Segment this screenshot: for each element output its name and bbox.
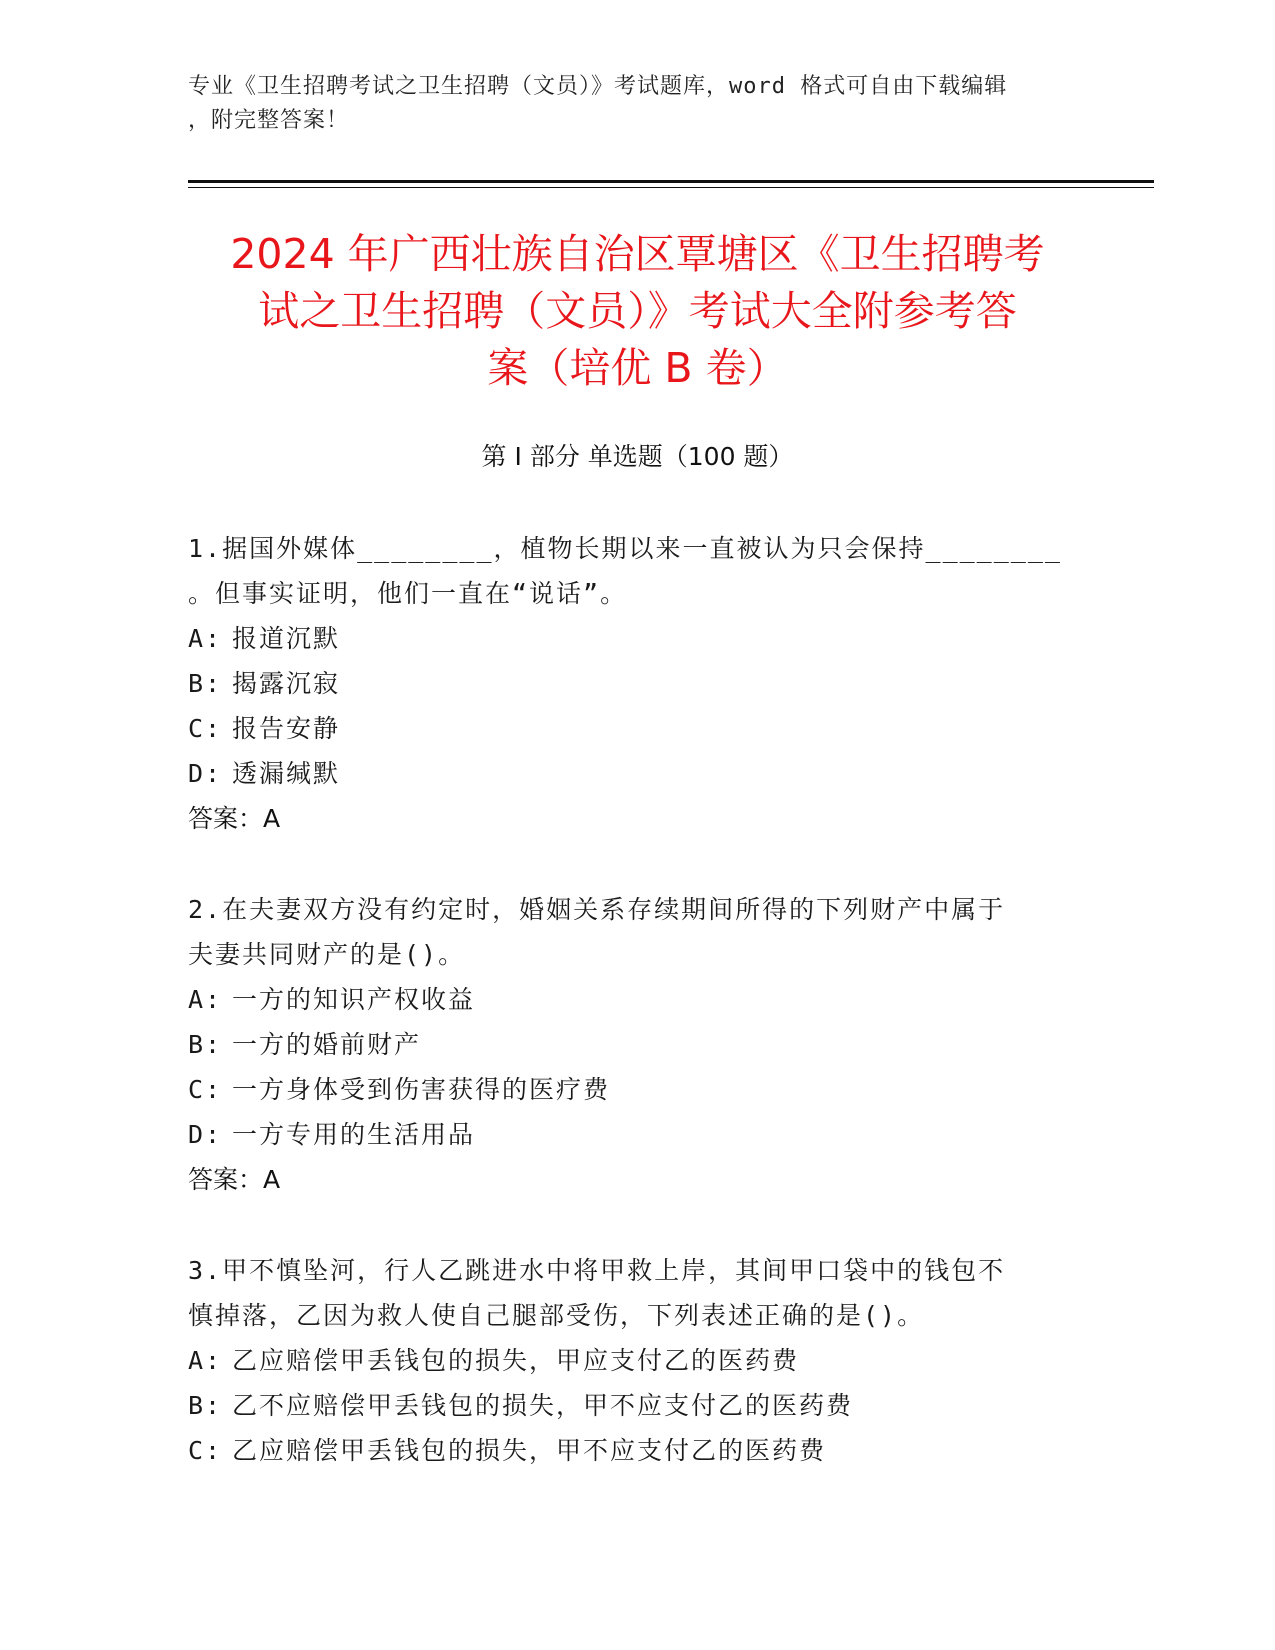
question-stem-line: 夫妻共同财产的是()。 (188, 940, 466, 969)
question-stem-line: 3.甲不慎坠河，行人乙跳进水中将甲救上岸，其间甲口袋中的钱包不 (188, 1256, 1006, 1285)
question-stem-line: 慎掉落，乙因为救人使自己腿部受伤，下列表述正确的是()。 (188, 1301, 925, 1330)
header-divider-thick (188, 180, 1154, 183)
option-key: D: (188, 1120, 223, 1149)
option-text: 报告安静 (232, 714, 341, 743)
question-answer: 答案：A (188, 804, 281, 833)
question-option (188, 1022, 1068, 1067)
question-stem-line: 。但事实证明，他们一直在“说话”。 (188, 579, 628, 608)
question-option (188, 1112, 1068, 1157)
question-option (188, 1428, 1068, 1473)
question-option (188, 751, 1068, 796)
document-title-line-3: 案（培优 B 卷） (487, 344, 788, 392)
question-option (188, 661, 1068, 706)
option-key: A: (188, 985, 223, 1014)
document-title (180, 226, 1095, 397)
option-text: 乙应赔偿甲丢钱包的损失，甲不应支付乙的医药费 (232, 1436, 827, 1465)
option-key: B: (188, 1391, 223, 1420)
question-option (188, 1067, 1068, 1112)
option-key: A: (188, 624, 223, 653)
header-note (188, 70, 1088, 138)
option-text: 乙不应赔偿甲丢钱包的损失，甲不应支付乙的医药费 (232, 1391, 854, 1420)
question-option (188, 706, 1068, 751)
question-stem-line: 2.在夫妻双方没有约定时，婚姻关系存续期间所得的下列财产中属于 (188, 895, 1006, 924)
document-title-line-1: 2024 年广西壮族自治区覃塘区《卫生招聘考 (230, 230, 1045, 278)
header-divider-thin (188, 187, 1154, 188)
option-key: C: (188, 1436, 223, 1465)
question-list (188, 526, 1068, 1519)
option-key: C: (188, 714, 223, 743)
option-text: 一方的知识产权收益 (232, 985, 476, 1014)
question-option (188, 977, 1068, 1022)
question-option (188, 1383, 1068, 1428)
option-text: 一方的婚前财产 (232, 1030, 422, 1059)
header-note-line-1: 专业《卫生招聘考试之卫生招聘（文员）》考试题库，word 格式可自由下载编辑 (188, 74, 1008, 99)
question-1 (188, 526, 1068, 841)
option-text: 一方身体受到伤害获得的医疗费 (232, 1075, 611, 1104)
question-3 (188, 1248, 1068, 1473)
option-text: 透漏缄默 (232, 759, 341, 788)
option-key: C: (188, 1075, 223, 1104)
option-key: B: (188, 1030, 223, 1059)
document-title-line-2: 试之卫生招聘（文员）》考试大全附参考答 (258, 287, 1017, 335)
section-title: 第 I 部分 单选题（100 题） (481, 442, 794, 471)
option-key: A: (188, 1346, 223, 1375)
question-2 (188, 887, 1068, 1202)
option-key: D: (188, 759, 223, 788)
option-text: 报道沉默 (232, 624, 341, 653)
question-stem-line: 1.据国外媒体________，植物长期以来一直被认为只会保持________ (188, 534, 1062, 563)
question-answer: 答案：A (188, 1165, 281, 1194)
option-text: 一方专用的生活用品 (232, 1120, 476, 1149)
question-option (188, 1338, 1068, 1383)
option-text: 揭露沉寂 (232, 669, 341, 698)
header-note-line-2: ，附完整答案！ (188, 108, 350, 133)
option-key: B: (188, 669, 223, 698)
question-option (188, 616, 1068, 661)
option-text: 乙应赔偿甲丢钱包的损失，甲应支付乙的医药费 (232, 1346, 800, 1375)
